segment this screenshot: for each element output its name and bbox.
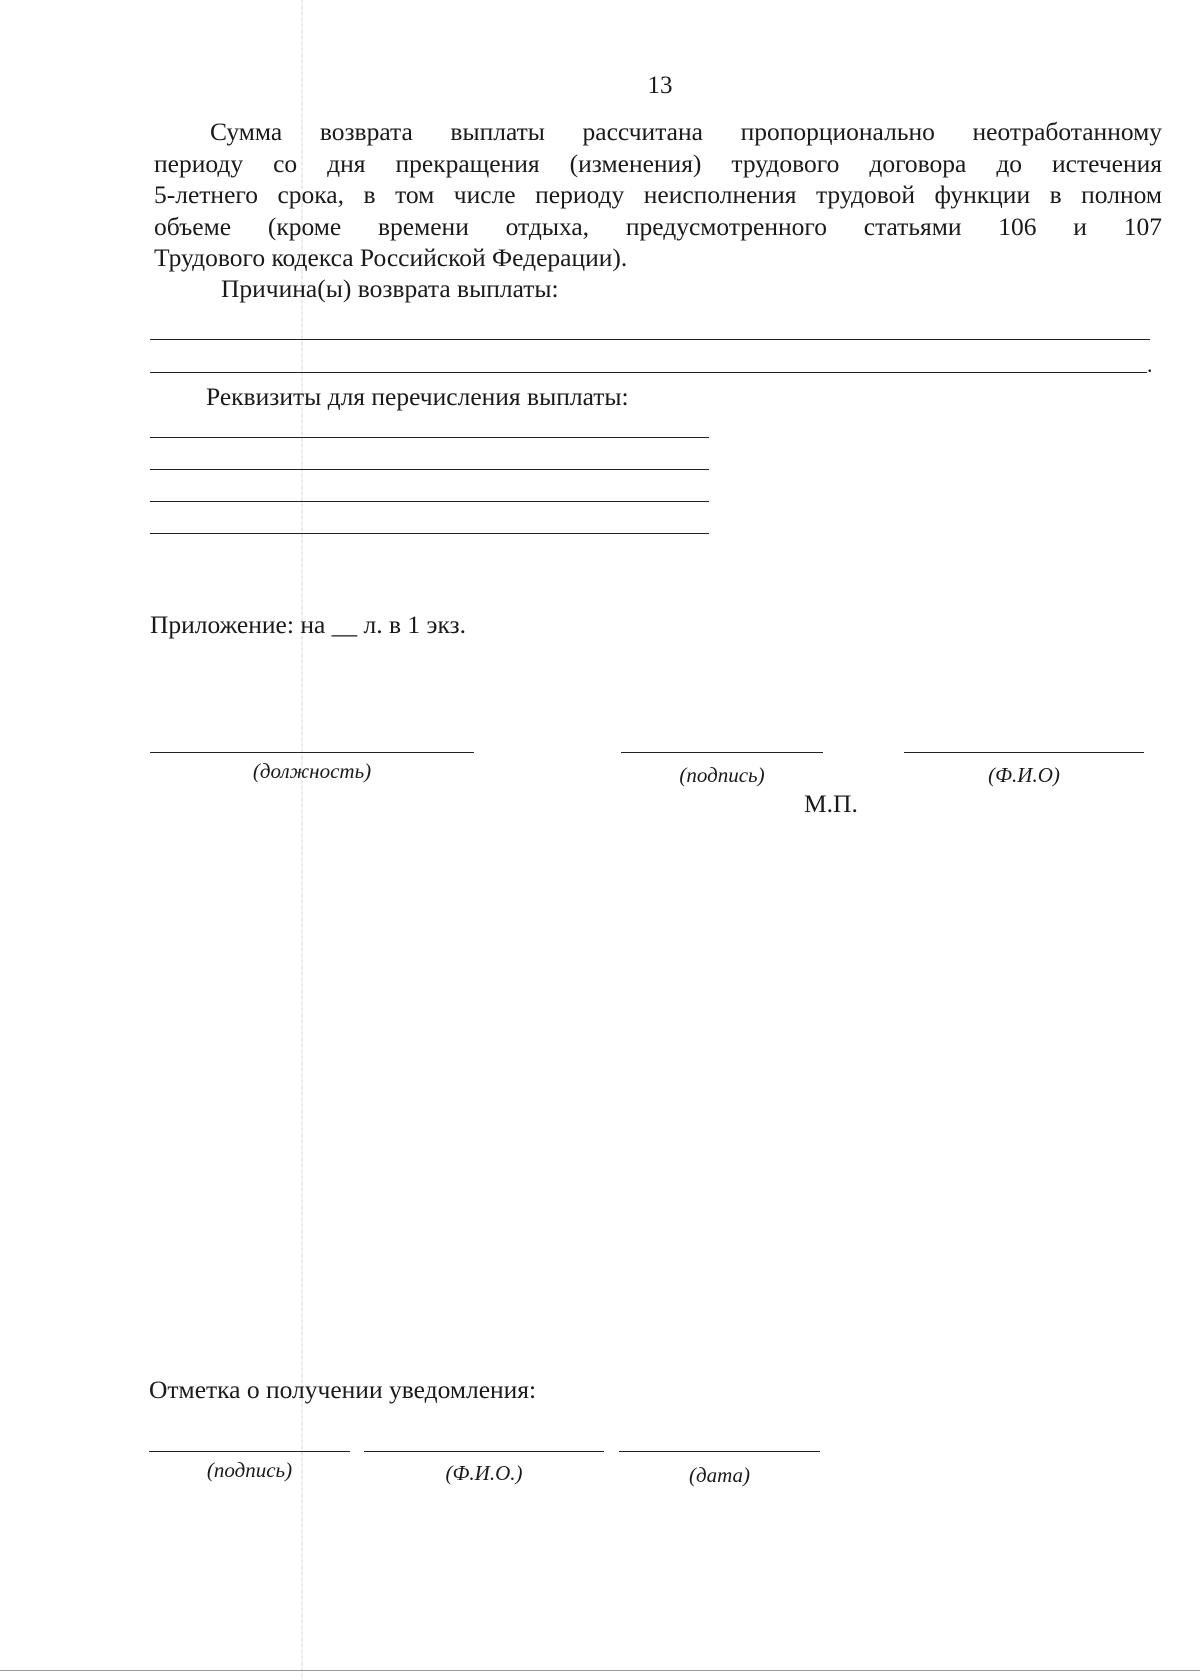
receipt-signature-caption: (подпись): [206, 1458, 293, 1482]
refund-calculation-paragraph: [154, 116, 1162, 274]
paragraph-line: 5-летнего срока, в том числе периоду неисполнения трудовой функции в полном: [154, 180, 1162, 209]
name-caption: (Ф.И.О): [988, 763, 1060, 787]
requisites-line-4[interactable]: [150, 533, 709, 534]
appendix-note: Приложение: на __ л. в 1 экз.: [150, 610, 466, 639]
receipt-date-caption: (дата): [688, 1463, 751, 1487]
receipt-name-caption: (Ф.И.О.): [445, 1461, 523, 1485]
reason-label: Причина(ы) возврата выплаты:: [221, 274, 559, 303]
page-number: 13: [647, 72, 673, 99]
requisites-label: Реквизиты для перечисления выплаты:: [206, 382, 629, 411]
receipt-label: Отметка о получении уведомления:: [149, 1375, 537, 1404]
page-bottom-edge: [0, 1670, 1200, 1671]
requisites-line-1[interactable]: [150, 437, 709, 438]
receipt-signature-line[interactable]: [149, 1451, 350, 1452]
signature-line[interactable]: [621, 752, 823, 753]
receipt-date-line[interactable]: [619, 1451, 820, 1452]
paragraph-line: объеме (кроме времени отдыха, предусмотренного статьями 106 и 107: [154, 211, 1162, 241]
requisites-line-3[interactable]: [150, 501, 709, 502]
position-caption: (должность): [252, 759, 372, 783]
receipt-name-line[interactable]: [364, 1451, 604, 1452]
paragraph-line: Сумма возврата выплаты рассчитана пропорционально неотработанному: [210, 117, 1162, 146]
seal-mark: М.П.: [804, 789, 858, 818]
requisites-line-2[interactable]: [150, 469, 709, 470]
name-line[interactable]: [904, 752, 1144, 753]
paragraph-line: Трудового кодекса Российской Федерации).: [154, 243, 628, 272]
reason-end-mark: .: [1147, 352, 1153, 377]
signature-caption: (подпись): [679, 763, 765, 787]
reason-line-1[interactable]: [150, 339, 1150, 340]
reason-line-2[interactable]: [150, 372, 1147, 373]
position-line[interactable]: [150, 752, 474, 753]
paragraph-line: периоду со дня прекращения (изменения) трудового договора до истечения: [154, 148, 1162, 178]
